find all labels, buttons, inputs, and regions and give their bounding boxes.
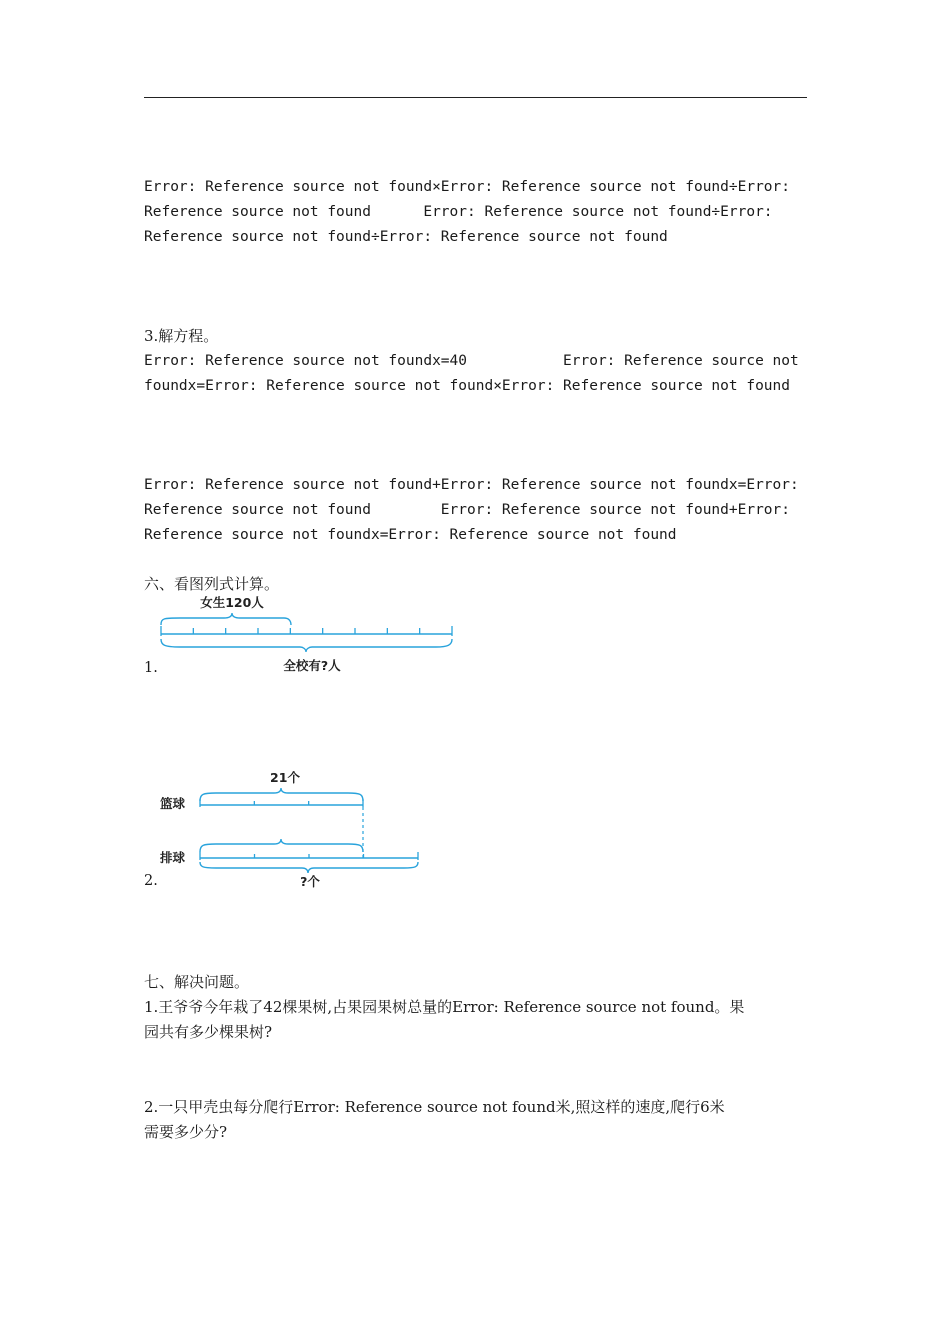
problem-1-line-1: 1.王爷爷今年栽了42棵果树,占果园果树总量的Error: Reference source not found。果 xyxy=(144,998,745,1016)
diagram-1-top-brace xyxy=(161,613,291,625)
problem-1-line-2: 园共有多少棵果树? xyxy=(144,1023,273,1041)
calc-line-2: Reference source not found Error: Reference source not found÷Error: xyxy=(144,204,773,220)
diagram-2-bottom-label: ?个 xyxy=(300,874,320,889)
calc-line-3: Reference source not found÷Error: Reference source not found xyxy=(144,229,668,245)
diagram-1 xyxy=(140,592,470,682)
equation-line-4: Reference source not found Error: Reference source not found+Error: xyxy=(144,502,791,518)
equation-line-1: Error: Reference source not foundx=40 Error: Reference source not xyxy=(144,353,799,369)
diagram-1-top-label: 女生120人 xyxy=(200,595,264,610)
equation-line-2: foundx=Error: Reference source not found×Error: Reference source not found xyxy=(144,378,791,394)
diagram-2-row1-label: 篮球 xyxy=(160,796,186,811)
calc-line-1: Error: Reference source not found×Error: Reference source not found÷Error: xyxy=(144,179,791,195)
diagram-2-number: 2. xyxy=(144,873,158,889)
diagram-1-bottom-label: 全校有?人 xyxy=(283,658,341,673)
diagram-1-number: 1. xyxy=(144,660,158,676)
problem-2-line-2: 需要多少分? xyxy=(144,1123,228,1141)
part7-heading: 七、解决问题。 xyxy=(144,973,250,991)
problem-2-line-1: 2.一只甲壳虫每分爬行Error: Reference source not found米,照这样的速度,爬行6米 xyxy=(144,1098,725,1116)
part6-heading: 六、看图列式计算。 xyxy=(144,575,280,593)
equation-heading: 3.解方程。 xyxy=(144,327,219,345)
diagram-2-top-brace xyxy=(200,788,363,801)
equation-line-3: Error: Reference source not found+Error: Reference source not foundx=Error: xyxy=(144,477,799,493)
diagram-1-bottom-brace xyxy=(161,639,452,652)
diagram-2-bottom-brace xyxy=(200,862,418,873)
diagram-2 xyxy=(150,764,430,894)
diagram-2-top-label: 21个 xyxy=(270,770,300,785)
equation-line-5: Reference source not foundx=Error: Reference source not found xyxy=(144,527,677,543)
diagram-2-row2-label: 排球 xyxy=(160,850,186,865)
header-rule xyxy=(144,97,807,98)
diagram-2-middle-brace xyxy=(200,839,363,852)
